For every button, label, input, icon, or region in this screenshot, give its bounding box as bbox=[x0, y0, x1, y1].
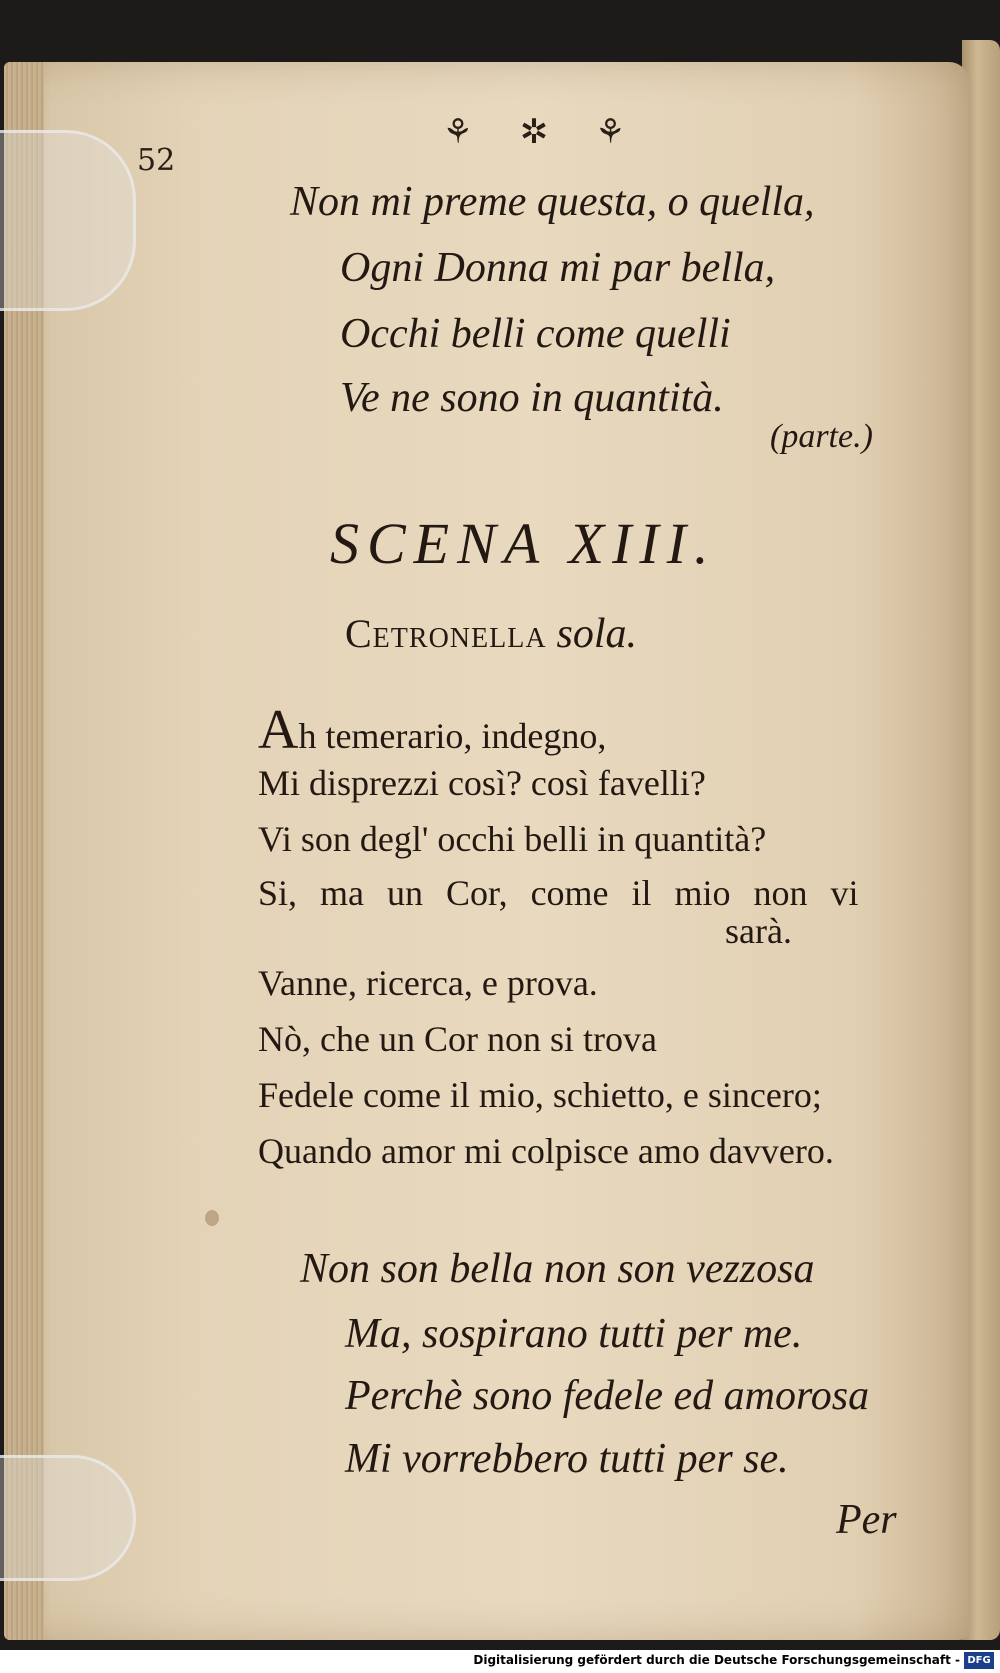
aria-bottom-line-1: Non son bella non son vezzosa bbox=[300, 1246, 815, 1292]
aria-bottom-line-4: Mi vorrebbero tutti per se. bbox=[345, 1436, 789, 1482]
aria-top-line-4: Ve ne sono in quantità. bbox=[340, 375, 724, 421]
aria-top-line-3: Occhi belli come quelli bbox=[340, 311, 731, 357]
character-name: Cetronella bbox=[345, 611, 547, 656]
recitative-line-3: Vi son degl' occhi belli in quantità? bbox=[258, 819, 767, 859]
digitization-footer bbox=[0, 1650, 1000, 1673]
recitative-line-7: Fedele come il mio, schietto, e sincero; bbox=[258, 1075, 822, 1115]
recitative-line-1 bbox=[258, 699, 607, 761]
recitative-line-1-text: h temerario, indegno, bbox=[298, 716, 607, 756]
character-heading bbox=[345, 610, 637, 658]
recitative-line-4: Si, ma un Cor, come il mio non vi bbox=[258, 873, 859, 913]
stage-direction: (parte.) bbox=[770, 418, 873, 455]
aria-bottom-line-2: Ma, sospirano tutti per me. bbox=[345, 1311, 803, 1357]
scanner-clip-bottom bbox=[0, 1455, 136, 1581]
aria-bottom-line-3: Perchè sono fedele ed amorosa bbox=[345, 1373, 870, 1419]
recitative-line-2: Mi disprezzi così? così favelli? bbox=[258, 763, 706, 803]
scanner-clip-top bbox=[0, 130, 136, 311]
footer-credit: Digitalisierung gefördert durch die Deutsche Forschungsgemeinschaft - bbox=[473, 1653, 960, 1667]
dfg-logo-icon: DFG bbox=[964, 1652, 994, 1669]
paper-stain bbox=[205, 1210, 219, 1226]
recitative-line-6: Nò, che un Cor non si trova bbox=[258, 1019, 657, 1059]
drop-cap: A bbox=[258, 699, 299, 761]
recitative-line-5: Vanne, ricerca, e prova. bbox=[258, 963, 598, 1003]
aria-top-line-1: Non mi preme questa, o quella, bbox=[290, 179, 815, 225]
aria-top-line-2: Ogni Donna mi par bella, bbox=[340, 245, 776, 291]
recitative-line-4-turnover: sarà. bbox=[725, 911, 792, 951]
recitative-line-8: Quando amor mi colpisce amo davvero. bbox=[258, 1131, 834, 1171]
catchword: Per bbox=[836, 1497, 897, 1543]
page-number: 52 bbox=[137, 143, 176, 178]
scene-title: SCENA XIII. bbox=[330, 511, 717, 576]
header-ornament: ⚘ ✲ ⚘ bbox=[442, 112, 644, 152]
character-direction: sola. bbox=[556, 611, 638, 657]
